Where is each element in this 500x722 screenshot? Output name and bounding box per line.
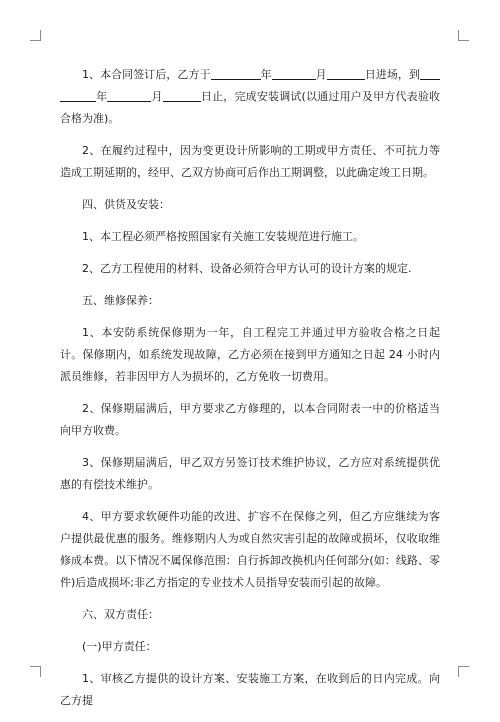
paragraph-text: 年 xyxy=(260,68,272,81)
crop-mark-bottom-left xyxy=(30,666,41,677)
crop-mark-top-left xyxy=(30,30,41,41)
paragraph-text: 月 xyxy=(151,90,163,103)
section-heading-maintenance: 五、维修保养： xyxy=(82,294,159,307)
blank-year-end-b xyxy=(60,89,96,102)
paragraph-text: 年 xyxy=(96,90,108,103)
paragraph-text: 日止，完成安装调试(以通过用户及甲方代表验收合格为准)。 xyxy=(60,90,441,125)
crop-mark-bottom-right xyxy=(458,666,469,677)
document-body xyxy=(60,64,440,722)
paragraph-delay: 2、在履约过程中，因为变更设计所影响的工期或甲方责任、不可抗力等造成工期延期的，经甲、乙双方协商可后作出工期调整，以此确定竣工日期。 xyxy=(60,144,440,179)
blank-month-start xyxy=(272,67,316,80)
paragraph-maintenance-4: 4、甲方要求软硬件功能的改进、扩容不在保修之列，但乙方应继续为客户提供最优惠的服务。维修期内人为或自然灾害引起的故障或损坏，仅收取维修成本费。以下情况不属保修范围：自行拆卸改换机内任何部分(如：线路、零件)后造成损坏;非乙方指定的专业技术人员指导安装而引起的故障。 xyxy=(60,510,440,589)
paragraph-schedule xyxy=(60,64,440,130)
paragraph-maintenance-1: 1、本安防系统保修期为一年，自工程完工并通过甲方验收合格之日起计。保修期内，如系统发现故障，乙方必须在接到甲方通知之日起 24 小时内派员维修，若非因甲方人为损坏的，乙方免收一切费用。 xyxy=(60,326,440,383)
paragraph-maintenance-2: 2、保修期届满后，甲方要求乙方修理的，以本合同附表一中的价格适当向甲方收费。 xyxy=(60,402,440,437)
blank-day-start xyxy=(327,67,365,80)
blank-year-start xyxy=(211,67,261,80)
paragraph-maintenance-3: 3、保修期届满后，甲乙双方另签订技术维护协议，乙方应对系统提供优惠的有偿技术维护。 xyxy=(60,456,440,491)
crop-mark-top-right xyxy=(458,30,469,41)
subsection-heading-party-a: (一)甲方责任： xyxy=(82,640,157,653)
blank-year-end-a xyxy=(420,67,440,80)
paragraph-party-a-1: 1、审核乙方提供的设计方案、安装施工方案，在收到后的日内完成。向乙方提 xyxy=(60,672,440,707)
paragraph-supply-2: 2、乙方工程使用的材料、设备必须符合甲方认可的设计方案的规定. xyxy=(82,262,412,275)
paragraph-text: 1、本合同签订后，乙方于 xyxy=(82,68,211,81)
section-heading-supply: 四、供货及安装： xyxy=(82,198,170,211)
blank-month-end xyxy=(107,89,151,102)
blank-day-end xyxy=(163,89,201,102)
paragraph-text: 日进场，到 xyxy=(364,68,421,81)
paragraph-text: 月 xyxy=(315,68,327,81)
paragraph-supply-1: 1、本工程必须严格按照国家有关施工安装规范进行施工。 xyxy=(82,230,364,243)
section-heading-responsibility: 六、双方责任： xyxy=(82,608,159,621)
